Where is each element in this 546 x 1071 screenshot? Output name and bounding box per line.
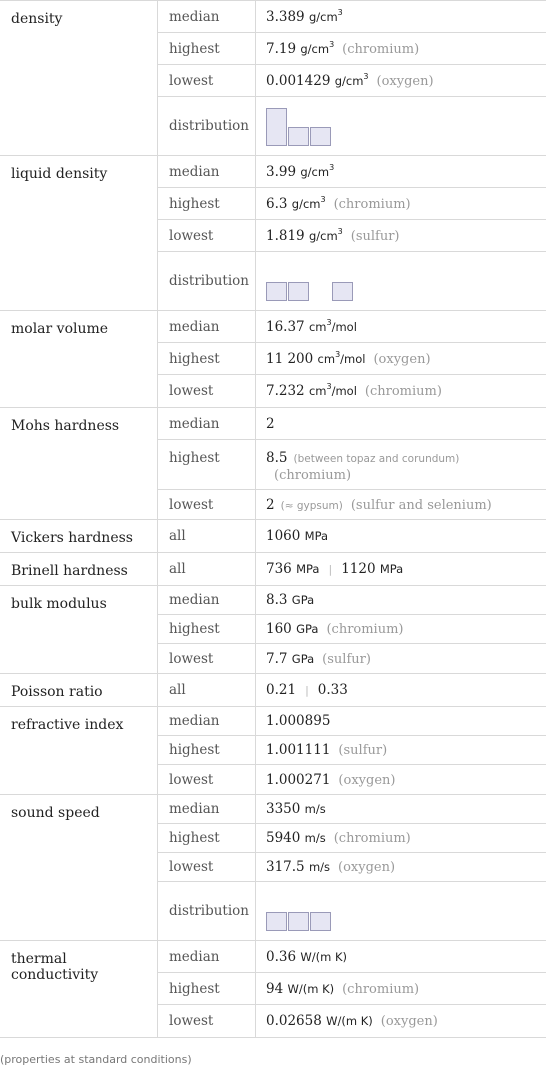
table-row	[158, 795, 546, 824]
value-unit	[296, 622, 318, 636]
table-row	[158, 553, 546, 585]
table-row	[158, 97, 546, 155]
row-label: highest	[158, 33, 256, 64]
value-source: (chromium)	[342, 981, 420, 997]
property-group	[0, 941, 546, 1038]
value-source: (sulfur)	[322, 651, 371, 667]
row-value	[256, 801, 546, 817]
unit-text: g/cm	[334, 73, 364, 88]
row-value	[256, 621, 546, 637]
value-source: (oxygen)	[380, 1014, 438, 1029]
property-group	[0, 156, 546, 311]
histogram-bar	[266, 282, 287, 301]
value-source: (sulfur and selenium)	[350, 497, 492, 513]
value-unit	[300, 39, 335, 56]
value-number: 6.3	[266, 195, 288, 212]
footer-note: (properties at standard conditions)	[0, 1053, 192, 1066]
value-number: 5940	[266, 830, 301, 846]
value-note: (≈ gypsum)	[280, 499, 343, 512]
value-unit	[291, 194, 326, 211]
table-row	[158, 343, 546, 375]
property-group	[0, 674, 546, 707]
row-label: median	[158, 1, 256, 32]
row-label: highest	[158, 343, 256, 374]
row-value	[256, 1013, 546, 1029]
property-rows	[158, 586, 546, 673]
value-number-2: 0.33	[317, 682, 348, 698]
property-name: thermal conductivity	[0, 941, 158, 1037]
unit-text: g/cm	[300, 41, 330, 56]
table-row	[158, 853, 546, 882]
histogram-bar	[288, 282, 309, 301]
value-source: (oxygen)	[376, 73, 434, 89]
unit-text: m/s	[304, 802, 326, 816]
row-value	[256, 497, 546, 513]
unit-exponent: 3	[326, 317, 332, 327]
value-number: 94	[266, 980, 284, 997]
property-name: molar volume	[0, 311, 158, 407]
property-group	[0, 795, 546, 941]
value-unit	[317, 349, 366, 366]
row-value	[256, 561, 546, 577]
histogram-bar	[310, 127, 331, 146]
property-rows	[158, 707, 546, 794]
property-name: Mohs hardness	[0, 408, 158, 519]
row-value	[256, 891, 546, 931]
table-row	[158, 765, 546, 794]
histogram-bar	[266, 108, 287, 146]
table-row	[158, 375, 546, 407]
value-unit	[309, 384, 357, 398]
value-unit	[305, 831, 326, 845]
table-row	[158, 1, 546, 33]
value-unit	[305, 529, 328, 543]
value-source: (oxygen)	[338, 772, 396, 788]
value-number: 8.3	[266, 592, 288, 608]
value-number: 0.001429	[266, 72, 331, 89]
unit-text: g/cm	[291, 196, 321, 211]
row-label: lowest	[158, 644, 256, 673]
unit-text: cm	[308, 384, 327, 398]
row-value	[256, 772, 546, 788]
row-label: distribution	[158, 882, 256, 940]
unit-text: g/cm	[308, 228, 338, 243]
row-value	[256, 383, 546, 399]
property-group	[0, 707, 546, 795]
table-row	[158, 220, 546, 252]
value-source: (sulfur)	[338, 743, 388, 758]
row-value	[256, 106, 546, 146]
unit-exponent: 3	[329, 162, 335, 172]
row-value	[256, 830, 546, 846]
row-value	[256, 859, 546, 875]
unit-text: cm	[308, 319, 327, 334]
property-name: Brinell hardness	[0, 553, 158, 585]
separator: |	[328, 563, 333, 576]
value-number: 1.001111	[266, 742, 331, 758]
unit-text: m/s	[308, 860, 331, 874]
row-value	[256, 528, 546, 544]
unit-text: GPa	[291, 651, 315, 666]
table-row	[158, 674, 546, 706]
value-source: (chromium)	[333, 831, 411, 846]
row-label: median	[158, 156, 256, 187]
table-row	[158, 882, 546, 940]
value-unit	[308, 7, 343, 24]
property-group	[0, 553, 546, 586]
table-row	[158, 615, 546, 644]
property-rows	[158, 795, 546, 940]
property-name: liquid density	[0, 156, 158, 310]
value-number: 317.5	[266, 859, 305, 875]
value-number: 2	[266, 415, 275, 432]
row-value	[256, 73, 546, 89]
value-unit	[287, 982, 334, 996]
value-number: 0.02658	[266, 1013, 322, 1029]
table-row	[158, 1005, 546, 1037]
table-row	[158, 65, 546, 97]
unit-text: GPa	[296, 622, 319, 636]
table-row	[158, 941, 546, 973]
value-number: 7.232	[266, 383, 305, 399]
unit-exponent: 3	[337, 7, 343, 17]
value-number: 1.819	[266, 227, 305, 244]
row-label: median	[158, 795, 256, 823]
property-name: bulk modulus	[0, 586, 158, 673]
unit-text: m/s	[304, 831, 326, 845]
property-rows	[158, 941, 546, 1037]
table-row	[158, 311, 546, 343]
table-row	[158, 33, 546, 65]
row-label: highest	[158, 440, 256, 489]
property-name: Poisson ratio	[0, 674, 158, 706]
value-source: (chromium)	[342, 41, 420, 57]
row-label: lowest	[158, 1005, 256, 1037]
table-row	[158, 156, 546, 188]
row-value	[256, 41, 546, 57]
value-source: (oxygen)	[373, 351, 431, 367]
row-value	[256, 592, 546, 608]
value-source: (chromium)	[274, 468, 352, 483]
table-row	[158, 644, 546, 673]
row-label: lowest	[158, 765, 256, 794]
unit-exponent: 3	[363, 71, 369, 81]
table-row	[158, 520, 546, 552]
row-label: lowest	[158, 853, 256, 881]
row-value	[256, 228, 546, 244]
unit-suffix: /mol	[340, 351, 366, 366]
value-number: 3350	[266, 801, 301, 817]
value-source: (chromium)	[333, 196, 411, 212]
value-source: (chromium)	[364, 384, 442, 399]
value-unit	[326, 1014, 373, 1028]
value-source: (sulfur)	[350, 228, 400, 244]
table-row	[158, 736, 546, 765]
value-unit	[334, 71, 369, 88]
unit-text: W/(m K)	[326, 1014, 373, 1028]
distribution-histogram	[266, 106, 546, 146]
distribution-histogram	[266, 891, 546, 931]
value-unit-2: MPa	[379, 562, 404, 576]
unit-text: cm	[317, 351, 336, 366]
value-number: 736	[266, 561, 292, 577]
table-row	[158, 973, 546, 1005]
value-number: 1060	[266, 528, 301, 544]
value-source: (oxygen)	[338, 860, 396, 875]
row-label: highest	[158, 973, 256, 1004]
row-value	[256, 351, 546, 367]
row-label: median	[158, 941, 256, 972]
row-value	[256, 164, 546, 180]
value-number: 160	[266, 621, 292, 637]
value-number: 7.19	[266, 40, 297, 57]
table-row	[158, 824, 546, 853]
histogram-bar	[332, 282, 353, 301]
row-label: all	[158, 674, 256, 706]
row-label: highest	[158, 615, 256, 643]
row-label: all	[158, 553, 256, 585]
property-group	[0, 520, 546, 553]
value-unit	[292, 652, 314, 666]
property-group	[0, 408, 546, 520]
value-number: 3.99	[266, 163, 297, 180]
row-value	[256, 742, 546, 758]
value-source: (chromium)	[326, 622, 404, 637]
property-rows	[158, 1, 546, 155]
value-unit	[309, 860, 330, 874]
value-number: 3.389	[266, 8, 305, 25]
row-label: lowest	[158, 490, 256, 519]
property-name: refractive index	[0, 707, 158, 794]
histogram-bar	[288, 912, 309, 931]
row-label: median	[158, 408, 256, 439]
value-unit	[300, 950, 347, 964]
property-rows	[158, 553, 546, 585]
property-rows	[158, 674, 546, 706]
unit-exponent: 3	[337, 226, 343, 236]
value-number: 0.36	[266, 948, 297, 965]
row-label: distribution	[158, 97, 256, 155]
table-row	[158, 586, 546, 615]
value-number: 8.5	[266, 450, 288, 466]
row-value	[256, 416, 546, 432]
table-row	[158, 408, 546, 440]
row-label: median	[158, 311, 256, 342]
unit-suffix: /mol	[331, 319, 357, 334]
row-value	[256, 682, 546, 698]
histogram-bar	[310, 912, 331, 931]
value-number: 1.000271	[266, 771, 331, 788]
property-rows	[158, 311, 546, 407]
row-label: all	[158, 520, 256, 552]
unit-text: g/cm	[300, 164, 330, 179]
unit-exponent: 3	[320, 194, 326, 204]
table-row	[158, 707, 546, 736]
value-unit	[308, 226, 343, 243]
value-unit	[292, 593, 314, 607]
property-name: sound speed	[0, 795, 158, 940]
row-value	[256, 196, 546, 212]
row-value	[256, 651, 546, 667]
value-number: 16.37	[266, 318, 305, 335]
property-rows	[158, 520, 546, 552]
value-unit	[300, 162, 335, 179]
separator: |	[305, 684, 309, 697]
row-value	[256, 261, 546, 301]
table-row	[158, 490, 546, 519]
value-unit	[308, 317, 357, 334]
unit-suffix: /mol	[331, 384, 357, 398]
property-name: Vickers hardness	[0, 520, 158, 552]
value-unit: MPa	[296, 562, 320, 576]
property-group	[0, 586, 546, 674]
row-label: median	[158, 707, 256, 735]
property-group	[0, 311, 546, 408]
table-row	[158, 252, 546, 310]
row-label: highest	[158, 188, 256, 219]
histogram-bar	[266, 912, 287, 931]
unit-exponent: 3	[326, 382, 332, 391]
property-group	[0, 0, 546, 156]
row-value	[256, 440, 546, 484]
row-label: lowest	[158, 375, 256, 407]
row-label: highest	[158, 736, 256, 764]
unit-text: MPa	[304, 529, 329, 543]
row-value	[256, 981, 546, 997]
value-number: 1.000895	[266, 713, 331, 729]
row-value	[256, 319, 546, 335]
unit-exponent: 3	[329, 39, 335, 49]
property-rows	[158, 408, 546, 519]
property-name: density	[0, 1, 158, 155]
row-value	[256, 9, 546, 25]
unit-text: W/(m K)	[287, 981, 335, 996]
histogram-bar	[288, 127, 309, 146]
value-number-2: 1120	[341, 561, 376, 577]
row-value	[256, 949, 546, 965]
row-label: median	[158, 586, 256, 614]
unit-exponent: 3	[335, 349, 341, 359]
value-note: (between topaz and corundum)	[293, 453, 460, 465]
row-label: lowest	[158, 65, 256, 96]
row-label: highest	[158, 824, 256, 852]
unit-text: GPa	[291, 593, 315, 607]
table-row	[158, 440, 546, 490]
row-value	[256, 713, 546, 729]
unit-text: W/(m K)	[300, 949, 347, 964]
property-rows	[158, 156, 546, 310]
row-label: distribution	[158, 252, 256, 310]
value-number: 0.21	[266, 682, 297, 698]
value-number: 2	[266, 496, 275, 513]
value-unit	[305, 802, 326, 816]
unit-text: g/cm	[308, 9, 338, 24]
table-row	[158, 188, 546, 220]
value-number: 11 200	[266, 350, 314, 367]
row-label: lowest	[158, 220, 256, 251]
distribution-histogram	[266, 261, 546, 301]
value-number: 7.7	[266, 650, 288, 667]
